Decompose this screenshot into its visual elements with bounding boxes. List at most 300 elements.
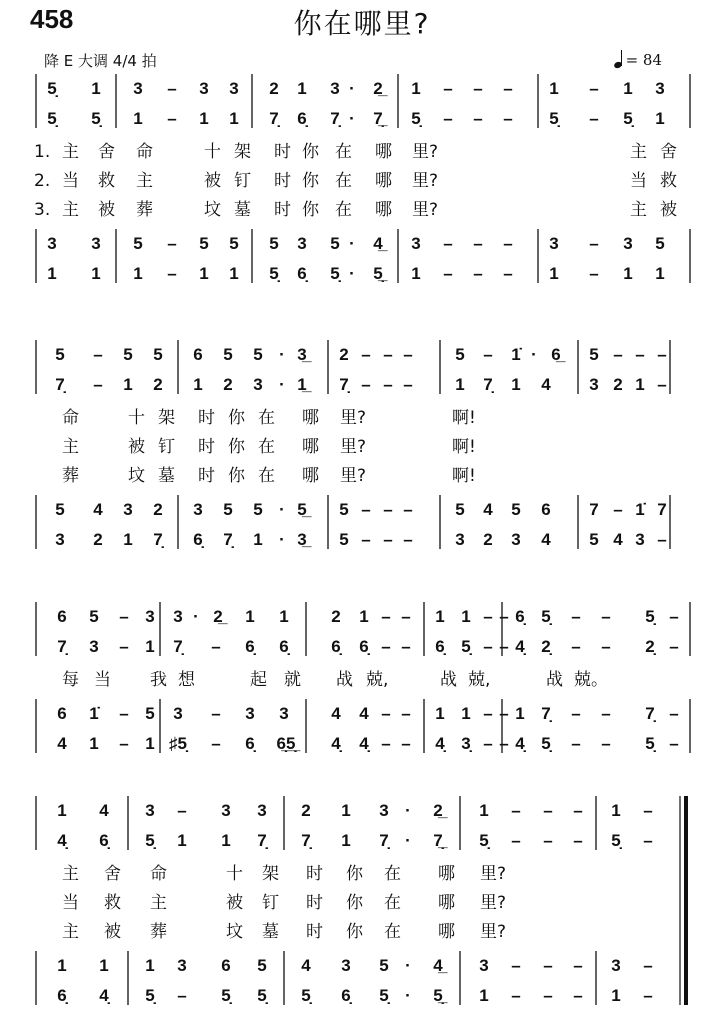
- note: –: [443, 264, 453, 283]
- note: 1: [245, 607, 255, 626]
- note: ·: [349, 234, 355, 253]
- note: 5̣: [330, 264, 340, 283]
- note: 5̣: [301, 986, 311, 1005]
- note: 1: [479, 986, 489, 1005]
- note: 6̣: [435, 637, 445, 656]
- note: –: [443, 79, 453, 98]
- lyric-syllable: 想: [178, 670, 195, 690]
- note: –: [361, 530, 371, 549]
- note: 5: [511, 500, 521, 519]
- note: 3: [341, 956, 351, 975]
- note: 5̣: [479, 831, 489, 850]
- note: –: [211, 637, 221, 656]
- note: 3: [635, 530, 645, 549]
- note: 7̣: [645, 704, 655, 723]
- note: 4: [99, 801, 109, 820]
- note: 3: [91, 234, 101, 253]
- note: 6: [57, 607, 67, 626]
- note: –: [503, 79, 513, 98]
- lyric-syllable: 哪: [375, 142, 392, 162]
- lyric-syllable: 架: [158, 408, 175, 428]
- note: 2̲: [433, 801, 443, 820]
- note: 6̣: [341, 986, 351, 1005]
- note: –: [499, 734, 509, 753]
- note: –: [403, 530, 413, 549]
- note: –: [401, 734, 411, 753]
- lyric-syllable: 在: [384, 922, 401, 942]
- note: 5: [253, 500, 263, 519]
- lyric-syllable: 里?: [412, 200, 439, 220]
- note: –: [119, 607, 129, 626]
- note: ·: [193, 607, 199, 626]
- note: 3: [655, 79, 665, 98]
- note: 1: [47, 264, 57, 283]
- note: 6̣: [331, 637, 341, 656]
- note: –: [601, 607, 611, 626]
- lyric-syllable: 哪: [375, 171, 392, 191]
- note: –: [657, 345, 667, 364]
- lyric-syllable: 被: [128, 437, 145, 457]
- note: 5: [589, 530, 599, 549]
- note: 1: [341, 831, 351, 850]
- note: 3: [123, 500, 133, 519]
- note: –: [119, 637, 129, 656]
- note: 1: [435, 704, 445, 723]
- note: 6̣: [297, 264, 307, 283]
- note: –: [211, 734, 221, 753]
- lyric-syllable: 命: [150, 864, 167, 884]
- note: 4̣: [515, 734, 525, 753]
- lyric-syllable: 时: [306, 864, 323, 884]
- note: 1: [611, 801, 621, 820]
- note: 5: [55, 500, 65, 519]
- note: 1̇: [635, 500, 645, 519]
- note: 7̣: [339, 375, 349, 394]
- lyric-syllable: 舍: [104, 864, 121, 884]
- note: –: [383, 375, 393, 394]
- note: –: [483, 345, 493, 364]
- note: 5̣: [541, 734, 551, 753]
- note: 7̲̣: [433, 831, 443, 850]
- note: 7̣: [330, 109, 340, 128]
- note: 6̣: [297, 109, 307, 128]
- lyric-syllable: 哪: [438, 893, 455, 913]
- note: 4: [93, 500, 103, 519]
- note: –: [177, 986, 187, 1005]
- lyric-syllable: 兢。: [574, 670, 608, 690]
- note: –: [573, 986, 583, 1005]
- lyric-syllable: 哪: [302, 437, 319, 457]
- note: –: [93, 375, 103, 394]
- note: –: [613, 500, 623, 519]
- note: 1: [411, 79, 421, 98]
- lyric-syllable: 里?: [340, 437, 367, 457]
- note: 5: [655, 234, 665, 253]
- note: 4: [331, 704, 341, 723]
- note: 1: [359, 607, 369, 626]
- lyric-syllable: 十: [204, 142, 221, 162]
- lyric-syllable: 时: [306, 922, 323, 942]
- note: 5̣: [611, 831, 621, 850]
- lyric-syllable: 你: [346, 922, 363, 942]
- note: 6̲̣5̲̣: [276, 734, 296, 753]
- note: ♯5̣: [169, 734, 187, 753]
- note: 7̣: [301, 831, 311, 850]
- note: –: [511, 956, 521, 975]
- note: 1: [341, 801, 351, 820]
- note: 5̣: [623, 109, 633, 128]
- note: 5: [253, 345, 263, 364]
- note: –: [361, 375, 371, 394]
- lyric-syllable: 你: [302, 171, 319, 191]
- note: –: [483, 607, 493, 626]
- note: 4̣: [99, 986, 109, 1005]
- note: 3: [173, 607, 183, 626]
- lyric-syllable: 钉: [158, 437, 175, 457]
- note: –: [483, 637, 493, 656]
- note: ·: [531, 345, 537, 364]
- note: 3: [145, 607, 155, 626]
- note: –: [669, 637, 679, 656]
- note: 1: [655, 264, 665, 283]
- lyric-syllable: 你: [228, 466, 245, 486]
- note: 1: [199, 109, 209, 128]
- note: 3: [89, 637, 99, 656]
- lyric-syllable: 哪: [375, 200, 392, 220]
- lyric-syllable: 里?: [480, 893, 507, 913]
- lyric-syllable: 在: [258, 408, 275, 428]
- lyric-syllable: 在: [384, 864, 401, 884]
- note: 3: [177, 956, 187, 975]
- note: 5̣: [145, 986, 155, 1005]
- note: –: [473, 79, 483, 98]
- note: 6: [193, 345, 203, 364]
- note: 3: [253, 375, 263, 394]
- note: 5̲̣: [433, 986, 443, 1005]
- note: –: [403, 345, 413, 364]
- note: 1: [515, 704, 525, 723]
- note: –: [167, 79, 177, 98]
- note: –: [381, 734, 391, 753]
- note: 3̲: [297, 530, 307, 549]
- note: 2̣: [645, 637, 655, 656]
- note: –: [571, 607, 581, 626]
- note: 1: [479, 801, 489, 820]
- note: 7̣: [55, 375, 65, 394]
- note: 3: [229, 79, 239, 98]
- note: –: [483, 704, 493, 723]
- note: 5̣: [645, 607, 655, 626]
- note: 2̲: [213, 607, 223, 626]
- lyric-syllable: 当: [630, 171, 647, 191]
- note: 2: [269, 79, 279, 98]
- lyric-syllable: 战: [336, 670, 353, 690]
- note: 7̣: [379, 831, 389, 850]
- note: 3: [145, 801, 155, 820]
- note: 1: [57, 801, 67, 820]
- note: 3: [47, 234, 57, 253]
- note: –: [511, 831, 521, 850]
- note: ·: [279, 345, 285, 364]
- lyric-syllable: 被: [204, 171, 221, 191]
- note: 6̣: [359, 637, 369, 656]
- lyric-syllable: 主: [62, 922, 79, 942]
- lyric-syllable: 战: [546, 670, 563, 690]
- note: 1: [145, 956, 155, 975]
- note: 3: [455, 530, 465, 549]
- note: 3: [55, 530, 65, 549]
- note: –: [601, 704, 611, 723]
- lyric-syllable: 主: [62, 864, 79, 884]
- note: 1: [411, 264, 421, 283]
- note: –: [401, 607, 411, 626]
- note: 7̲̣: [373, 109, 383, 128]
- note: 5: [229, 234, 239, 253]
- note: –: [511, 801, 521, 820]
- note: ·: [405, 986, 411, 1005]
- note: 2: [153, 500, 163, 519]
- note: –: [93, 345, 103, 364]
- note: 5: [145, 704, 155, 723]
- note: 5: [89, 607, 99, 626]
- note: –: [643, 801, 653, 820]
- note: 7̣: [57, 637, 67, 656]
- note: 5̣: [91, 109, 101, 128]
- note: 1: [199, 264, 209, 283]
- note: 7: [657, 500, 667, 519]
- note: –: [167, 234, 177, 253]
- lyric-syllable: 时: [274, 200, 291, 220]
- note: –: [657, 375, 667, 394]
- note: –: [383, 530, 393, 549]
- note: 5: [133, 234, 143, 253]
- note: 4̣: [359, 734, 369, 753]
- note: –: [499, 704, 509, 723]
- lyric-syllable: 坟: [204, 200, 221, 220]
- note: 3̣: [461, 734, 471, 753]
- lyric-syllable: 钉: [234, 171, 251, 191]
- lyric-syllable: 里?: [480, 922, 507, 942]
- lyric-syllable: 兢,: [366, 670, 389, 690]
- lyric-syllable: 哪: [438, 922, 455, 942]
- note: –: [119, 734, 129, 753]
- note: 3: [297, 234, 307, 253]
- note: 5̣: [411, 109, 421, 128]
- note: 1: [99, 956, 109, 975]
- lyric-syllable: 时: [198, 437, 215, 457]
- note: 1: [253, 530, 263, 549]
- note: –: [669, 704, 679, 723]
- lyric-syllable: 你: [228, 437, 245, 457]
- lyric-syllable: 你: [346, 893, 363, 913]
- lyric-syllable: 我: [150, 670, 167, 690]
- lyric-syllable: 里?: [480, 864, 507, 884]
- lyric-syllable: 在: [258, 437, 275, 457]
- note: 6̣: [245, 734, 255, 753]
- note: –: [589, 109, 599, 128]
- lyric-syllable: 主: [62, 437, 79, 457]
- note: –: [473, 234, 483, 253]
- lyric-syllable: 坟: [226, 922, 243, 942]
- note: 5̣: [145, 831, 155, 850]
- note: 1̇: [89, 704, 99, 723]
- lyric-syllable: 1.: [34, 142, 51, 162]
- note: 5: [223, 345, 233, 364]
- lyric-syllable: 葬: [62, 466, 79, 486]
- key-signature: 降 E 大调 4/4 拍: [44, 52, 157, 70]
- note: 1: [145, 734, 155, 753]
- note: 1: [549, 264, 559, 283]
- note: 5̣: [47, 79, 57, 98]
- note: 1: [229, 264, 239, 283]
- note: 6̣: [245, 637, 255, 656]
- lyric-syllable: 救: [98, 171, 115, 191]
- note: 5: [199, 234, 209, 253]
- note: 3: [623, 234, 633, 253]
- lyric-syllable: 在: [335, 171, 352, 191]
- lyric-syllable: 葬: [136, 200, 153, 220]
- note: 6̣: [99, 831, 109, 850]
- note: –: [211, 704, 221, 723]
- note: 4: [483, 500, 493, 519]
- note: 1: [435, 607, 445, 626]
- note: –: [499, 607, 509, 626]
- note: –: [403, 375, 413, 394]
- note: –: [361, 345, 371, 364]
- note: 5: [455, 345, 465, 364]
- note: 1: [461, 704, 471, 723]
- note: 1: [133, 264, 143, 283]
- lyric-syllable: 你: [302, 200, 319, 220]
- lyric-syllable: 钉: [262, 893, 279, 913]
- lyric-syllable: 就: [284, 670, 301, 690]
- lyric-syllable: 舍: [660, 142, 677, 162]
- note: 1: [221, 831, 231, 850]
- lyric-syllable: 十: [128, 408, 145, 428]
- note: –: [643, 986, 653, 1005]
- lyric-syllable: 哪: [438, 864, 455, 884]
- lyric-syllable: 主: [62, 142, 79, 162]
- note: –: [473, 264, 483, 283]
- note: 5̣: [379, 986, 389, 1005]
- lyric-syllable: 里?: [412, 171, 439, 191]
- note: 1: [123, 375, 133, 394]
- note: –: [167, 264, 177, 283]
- lyric-syllable: 救: [104, 893, 121, 913]
- lyric-syllable: 被: [104, 922, 121, 942]
- note: 1̇: [511, 345, 521, 364]
- note: 1: [57, 956, 67, 975]
- note: –: [543, 956, 553, 975]
- lyric-syllable: 里?: [412, 142, 439, 162]
- note: 5: [455, 500, 465, 519]
- note: –: [573, 831, 583, 850]
- note: 7: [589, 500, 599, 519]
- note: 4: [541, 375, 551, 394]
- lyric-syllable: 命: [136, 142, 153, 162]
- lyric-syllable: 哪: [302, 408, 319, 428]
- lyric-syllable: 你: [346, 864, 363, 884]
- note: –: [381, 704, 391, 723]
- lyric-syllable: 当: [62, 171, 79, 191]
- lyric-syllable: 坟: [128, 466, 145, 486]
- lyric-syllable: 救: [660, 171, 677, 191]
- note: 1: [133, 109, 143, 128]
- note: –: [383, 345, 393, 364]
- lyric-syllable: 被: [98, 200, 115, 220]
- note: 4̲: [433, 956, 443, 975]
- tempo-value: = 84: [625, 51, 662, 69]
- note: 6: [57, 704, 67, 723]
- lyric-syllable: 你: [302, 142, 319, 162]
- note: –: [589, 79, 599, 98]
- note: 5: [257, 956, 267, 975]
- lyric-syllable: 主: [150, 893, 167, 913]
- note: –: [503, 234, 513, 253]
- note: 3: [133, 79, 143, 98]
- note: ·: [349, 79, 355, 98]
- note: ·: [279, 530, 285, 549]
- note: 1: [123, 530, 133, 549]
- note: 6̣: [193, 530, 203, 549]
- note: –: [635, 345, 645, 364]
- note: 7̣: [173, 637, 183, 656]
- note: 5: [339, 500, 349, 519]
- note: 3: [221, 801, 231, 820]
- note: 3: [549, 234, 559, 253]
- note: –: [643, 956, 653, 975]
- note: –: [669, 607, 679, 626]
- note: 5: [55, 345, 65, 364]
- lyric-syllable: 架: [234, 142, 251, 162]
- note: –: [381, 637, 391, 656]
- note: –: [613, 345, 623, 364]
- note: –: [503, 109, 513, 128]
- lyric-syllable: 当: [62, 893, 79, 913]
- note: 1: [297, 79, 307, 98]
- note: 2: [339, 345, 349, 364]
- note: 4: [541, 530, 551, 549]
- lyric-syllable: 里?: [340, 408, 367, 428]
- lyric-syllable: 墓: [262, 922, 279, 942]
- note: 7̣: [153, 530, 163, 549]
- lyric-syllable: 架: [262, 864, 279, 884]
- note: 3: [511, 530, 521, 549]
- lyric-syllable: 哪: [302, 466, 319, 486]
- note: 2: [483, 530, 493, 549]
- note: 4̣: [57, 831, 67, 850]
- note: 2: [301, 801, 311, 820]
- lyric-syllable: 在: [384, 893, 401, 913]
- lyric-syllable: 2.: [34, 171, 51, 191]
- note: 6̣: [57, 986, 67, 1005]
- note: –: [401, 637, 411, 656]
- note: 6: [541, 500, 551, 519]
- note: –: [543, 801, 553, 820]
- note: –: [499, 637, 509, 656]
- note: 1: [611, 986, 621, 1005]
- lyric-syllable: 兢,: [468, 670, 491, 690]
- note: 6̲: [551, 345, 561, 364]
- note: 3: [173, 704, 183, 723]
- note: 4: [57, 734, 67, 753]
- lyric-syllable: 主: [62, 200, 79, 220]
- note: 4: [613, 530, 623, 549]
- lyric-syllable: 被: [226, 893, 243, 913]
- note: ·: [279, 375, 285, 394]
- note: 1: [549, 79, 559, 98]
- lyric-syllable: 命: [62, 408, 79, 428]
